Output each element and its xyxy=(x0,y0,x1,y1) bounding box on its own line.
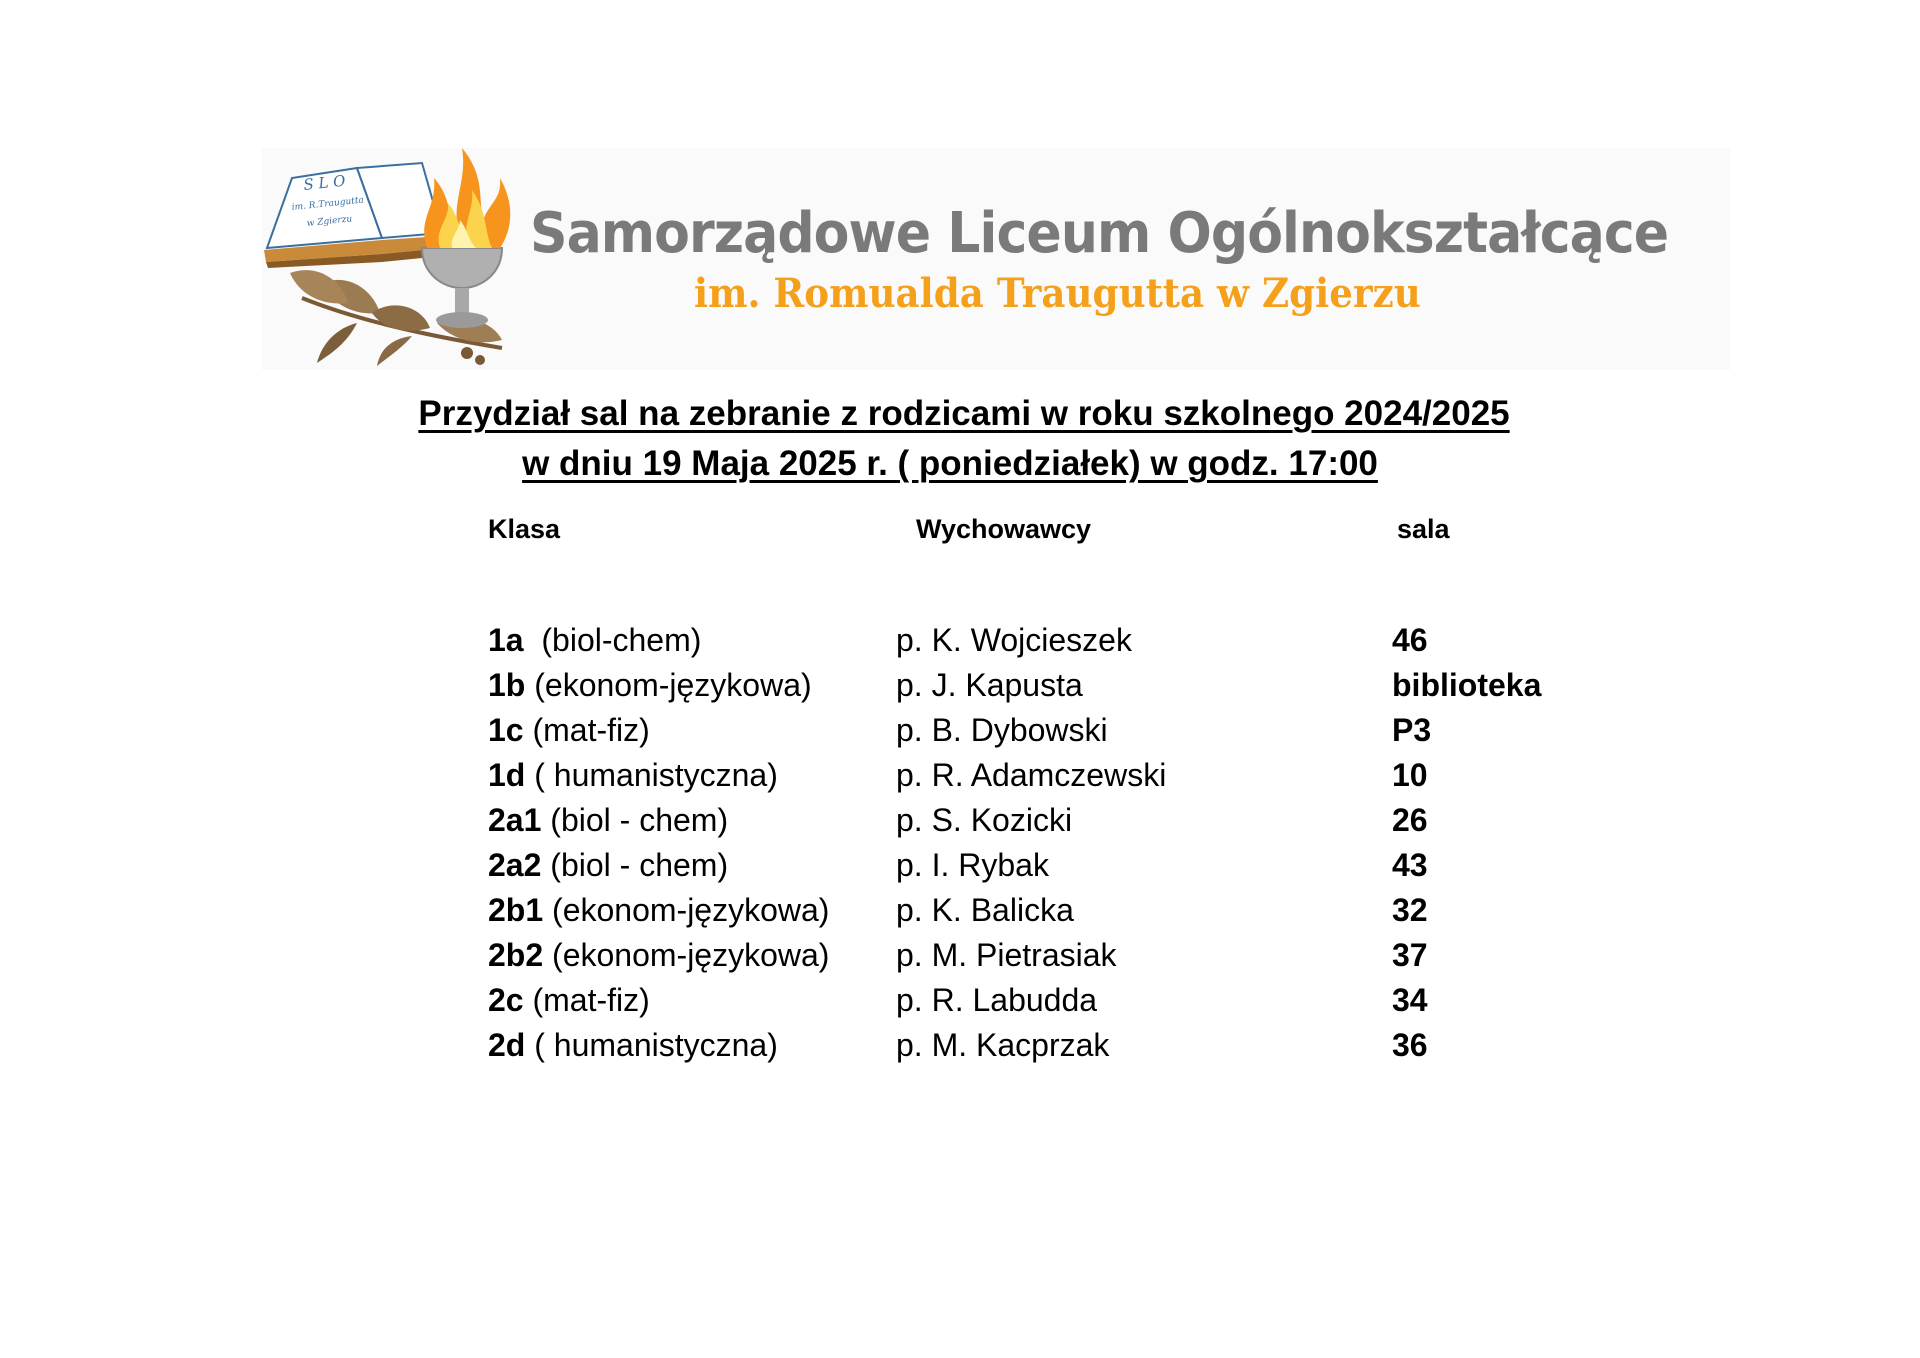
class-code: 2b2 xyxy=(488,937,544,973)
class-cell xyxy=(488,1023,778,1068)
room-cell: 36 xyxy=(1392,1027,1428,1063)
school-logo xyxy=(262,148,524,370)
room-cell: biblioteka xyxy=(1392,667,1542,703)
class-cell xyxy=(488,888,829,933)
class-code: 1b xyxy=(488,667,526,703)
table-row xyxy=(0,843,1920,888)
teacher-cell: p. M. Pietrasiak xyxy=(896,937,1117,973)
room-assignment-table xyxy=(0,618,1920,1068)
room-cell: 10 xyxy=(1392,757,1428,793)
teacher-cell: p. R. Labudda xyxy=(896,982,1098,1018)
teacher-cell: p. B. Dybowski xyxy=(896,712,1108,748)
class-profile: (ekonom-językowa) xyxy=(543,937,830,973)
teacher-cell: p. M. Kacprzak xyxy=(896,1027,1110,1063)
teacher-cell: p. J. Kapusta xyxy=(896,667,1083,703)
table-row xyxy=(0,618,1920,663)
class-cell xyxy=(488,618,701,663)
teacher-cell: p. S. Kozicki xyxy=(896,802,1073,838)
table-row xyxy=(0,753,1920,798)
school-name: Samorządowe Liceum Ogólnokształcące xyxy=(530,201,1669,266)
teacher-cell: p. I. Rybak xyxy=(896,847,1049,883)
class-profile: ( humanistyczna) xyxy=(525,1027,778,1063)
class-cell xyxy=(488,708,650,753)
class-profile: (ekonom-językowa) xyxy=(543,892,830,928)
class-cell xyxy=(488,978,650,1023)
class-profile: (mat-fiz) xyxy=(523,712,650,748)
class-cell xyxy=(488,663,812,708)
open-book-icon xyxy=(264,163,444,268)
room-cell: 34 xyxy=(1392,982,1428,1018)
document-date-line: w dniu 19 Maja 2025 r. ( poniedziałek) w godz. 17:00 xyxy=(522,444,1378,483)
svg-text:im. R.Traugutta: im. R.Traugutta xyxy=(291,195,365,213)
column-header-wychowawcy: Wychowawcy xyxy=(916,514,1092,544)
svg-text:S L O: S L O xyxy=(302,171,347,194)
table-row xyxy=(0,798,1920,843)
room-cell: 46 xyxy=(1392,622,1428,658)
room-cell: 26 xyxy=(1392,802,1428,838)
room-cell: P3 xyxy=(1392,712,1432,748)
class-code: 1a xyxy=(488,622,524,658)
table-row xyxy=(0,1023,1920,1068)
class-cell xyxy=(488,753,778,798)
class-profile: (ekonom-językowa) xyxy=(525,667,812,703)
teacher-cell: p. K. Wojcieszek xyxy=(896,622,1132,658)
column-header-sala: sala xyxy=(1397,514,1450,544)
teacher-cell: p. R. Adamczewski xyxy=(896,757,1167,793)
class-cell xyxy=(488,933,829,978)
table-row xyxy=(0,888,1920,933)
class-code: 2c xyxy=(488,982,524,1018)
class-profile: ( humanistyczna) xyxy=(525,757,778,793)
class-cell xyxy=(488,798,728,843)
school-subtitle: im. Romualda Traugutta w Zgierzu xyxy=(694,270,1421,317)
column-header-klasa: Klasa xyxy=(488,514,561,544)
class-profile: (mat-fiz) xyxy=(523,982,650,1018)
table-row xyxy=(0,708,1920,753)
class-code: 2a1 xyxy=(488,802,542,838)
teacher-cell: p. K. Balicka xyxy=(896,892,1074,928)
table-row xyxy=(0,978,1920,1023)
room-cell: 32 xyxy=(1392,892,1428,928)
document-title: Przydział sal na zebranie z rodzicami w roku szkolnego 2024/2025 xyxy=(418,394,1510,433)
svg-text:w Zgierzu: w Zgierzu xyxy=(306,214,353,229)
class-cell xyxy=(488,843,728,888)
class-code: 2b1 xyxy=(488,892,544,928)
class-profile: (biol - chem) xyxy=(541,847,729,883)
class-profile: (biol-chem) xyxy=(523,622,702,658)
class-code: 2d xyxy=(488,1027,526,1063)
torch-flame-icon xyxy=(422,148,510,328)
room-cell: 37 xyxy=(1392,937,1428,973)
class-code: 2a2 xyxy=(488,847,542,883)
class-code: 1d xyxy=(488,757,526,793)
school-banner xyxy=(262,148,1730,370)
table-row xyxy=(0,933,1920,978)
class-code: 1c xyxy=(488,712,524,748)
table-row xyxy=(0,663,1920,708)
class-profile: (biol - chem) xyxy=(541,802,729,838)
room-cell: 43 xyxy=(1392,847,1428,883)
